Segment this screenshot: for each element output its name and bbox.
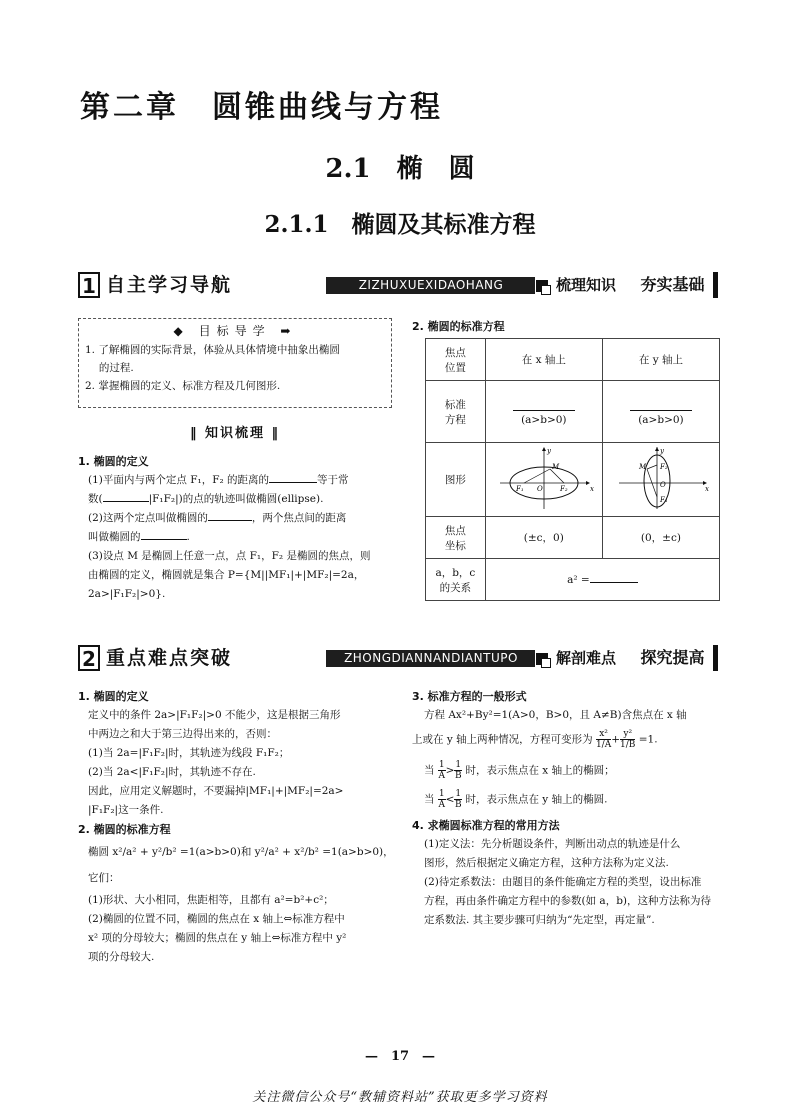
text: 时，表示焦点在 y 轴上的椭圆.: [465, 793, 608, 806]
text: (2)待定系数法：由题目的条件能确定方程的类型，设出标准: [424, 876, 702, 888]
band-tag-1: 梳理知识: [556, 276, 617, 294]
text: |F₁F₂|)的点的轨迹叫做椭圆(ellipse).: [148, 493, 324, 505]
square-outline-icon: [541, 285, 551, 295]
page-number: — 17 —: [364, 1049, 436, 1064]
text: 因此，应用定义解题时，不要漏掉|MF₁|+|MF₂|=2a>: [88, 785, 344, 797]
table-cell: 焦点 位置: [426, 339, 486, 381]
text: 当: [424, 764, 435, 777]
text-line: 当 $\frac{1}{A}$ < $\frac{1}{B}$ 时，表示焦点在 y 轴上的椭圆.: [424, 789, 608, 810]
text: 时，表示焦点在 x 轴上的椭圆；: [465, 764, 615, 777]
text: (2)这两个定点叫做椭圆的: [88, 512, 208, 524]
goal-item: 2. 掌握椭圆的定义、标准方程及几何图形.: [85, 380, 281, 392]
chapter-title: 第二章 圆锥曲线与方程: [80, 90, 443, 125]
figure-cell-y: [602, 443, 719, 517]
band-pinyin: ZIZHUXUEXIDAOHANG: [358, 278, 504, 292]
band-number: 1: [78, 272, 100, 298]
axis-label: x: [704, 485, 709, 493]
goals-list: [85, 341, 385, 395]
band-tag-2: 探究提高: [632, 645, 718, 671]
heading: 1. 椭圆的定义: [78, 690, 149, 703]
section-band-2: [78, 645, 720, 671]
fraction: $\frac{\text{x²}}{1/A}$: [595, 729, 612, 750]
band-label: 自主学习导航: [106, 274, 233, 296]
text: .: [186, 531, 190, 543]
point-label: F₁: [515, 485, 524, 493]
text: (2)椭圆的位置不同，椭圆的焦点在 x 轴上⇔标准方程中: [88, 913, 345, 925]
band-tag-1: 解剖难点: [556, 649, 617, 667]
text: ，两个焦点间的距离: [251, 512, 347, 524]
goals-title: ◆ 目标导学 ➡: [173, 324, 297, 338]
footer-note: 关注微信公众号“教辅资料站”获取更多学习资料: [252, 1090, 548, 1105]
text: 叫做椭圆的: [88, 531, 141, 543]
text: 数(: [88, 493, 103, 505]
point-label: O: [536, 485, 543, 493]
heading: 4. 求椭圆标准方程的常用方法: [412, 819, 560, 832]
text: (1)当 2a=|F₁F₂|时，其轨迹为线段 F₁F₂；: [88, 747, 290, 759]
text: 项的分母较大.: [88, 951, 155, 963]
text: (3)设点 M 是椭圆上任意一点，点 F₁，F₂ 是椭圆的焦点，则: [88, 550, 371, 562]
axis-label: y: [659, 447, 664, 455]
point-label: M: [551, 463, 559, 471]
text: 定义中的条件 2a>|F₁F₂|>0 不能少，这是根据三角形: [88, 709, 341, 721]
table-cell: 焦点 坐标: [426, 517, 486, 559]
table-cell: 在 x 轴上: [485, 339, 602, 381]
fraction: $\frac{1}{A}$: [438, 760, 445, 781]
point-label: O: [659, 481, 666, 489]
text: 上或在 y 轴上两种情况，方程可变形为: [412, 733, 593, 746]
ellipse-x-figure: [494, 445, 594, 511]
band-tag-2: 夯实基础: [632, 272, 718, 298]
text: (a>b>0): [521, 413, 567, 426]
table-cell: [485, 559, 719, 601]
fraction: $\frac{\text{y²}}{1/B}$: [620, 729, 636, 750]
table-cell: (±c，0): [485, 517, 602, 559]
fraction: $\frac{1}{A}$: [438, 789, 445, 810]
text: |F₁F₂|这一条件.: [88, 804, 164, 816]
definition-block: [78, 452, 394, 604]
table-cell: 图形: [426, 443, 486, 517]
table-cell: 在 y 轴上: [602, 339, 719, 381]
text: 中两边之和大于第三边得出来的，否则：: [88, 728, 277, 740]
table-cell: (0，±c): [602, 517, 719, 559]
band-pinyin: ZHONGDIANNANDIANTUPO: [344, 651, 518, 665]
point-label: F₂: [659, 463, 668, 471]
text: a² =: [567, 573, 590, 586]
text: (2)当 2a<|F₁F₂|时，其轨迹不存在.: [88, 766, 256, 778]
knowledge-title: ‖ 知识梳理 ‖: [190, 426, 281, 441]
text: 由椭圆的定义，椭圆就是集合 P={M||MF₁|+|MF₂|=2a，: [88, 569, 365, 581]
band-label: 重点难点突破: [106, 647, 233, 669]
key-points-right: [412, 687, 722, 930]
key-points-left: [78, 687, 396, 967]
text: 方程，再由条件确定方程中的参数(如 a，b)，这种方法称为待: [424, 895, 712, 907]
heading: 1. 椭圆的定义: [78, 455, 149, 468]
fraction: $\frac{1}{B}$: [454, 760, 462, 781]
point-label: F₁: [659, 496, 668, 504]
text: 2a>|F₁F₂|>0}.: [88, 588, 166, 600]
table-cell: a，b，c 的关系: [426, 559, 486, 601]
table-heading: 2. 椭圆的标准方程: [412, 320, 505, 333]
point-label: F₂: [559, 485, 568, 493]
text: x² 项的分母较大；椭圆的焦点在 y 轴上⇔标准方程中 y²: [88, 932, 347, 944]
text: 当: [424, 793, 435, 806]
goals-box: [78, 318, 392, 408]
square-outline-icon: [541, 658, 551, 668]
fraction: $\frac{1}{B}$: [454, 789, 462, 810]
text-line: 上或在 y 轴上两种情况，方程可变形为 $\frac{\text{x²}}{1/A}$ + $\frac{\text{y²}}{1/B}$ =1.: [412, 729, 658, 750]
table-cell: [485, 381, 602, 443]
heading: 2. 椭圆的标准方程: [78, 823, 171, 836]
text: (1)形状、大小相同，焦距相等，且都有 a²=b²+c²；: [88, 894, 334, 906]
standard-equation-table: [425, 338, 720, 601]
text: 等于常: [317, 474, 349, 486]
text: 定系数法. 其主要步骤可归纳为“先定型，再定量”.: [424, 914, 655, 926]
goal-item: 的过程.: [85, 362, 134, 374]
text: =1.: [638, 733, 658, 746]
figure-cell-x: [485, 443, 602, 517]
text: (a>b>0): [638, 413, 684, 426]
heading: 3. 标准方程的一般形式: [412, 690, 527, 703]
subsection-title: 2.1.1 椭圆及其标准方程: [264, 211, 536, 238]
table-cell: [602, 381, 719, 443]
text: 椭圆 x²/a² + y²/b² =1(a>b>0)和 y²/a² + x²/b² =1(a>b>0)，它们：: [88, 846, 394, 884]
text: (1)定义法：先分析题设条件，判断出动点的轨迹是什么: [424, 838, 681, 850]
goal-item: 1. 了解椭圆的实际背景，体验从具体情境中抽象出椭圆: [85, 344, 340, 356]
point-label: M: [638, 463, 647, 471]
band-number: 2: [78, 645, 100, 671]
axis-label: x: [589, 485, 594, 493]
ellipse-y-figure: [611, 445, 711, 511]
axis-label: y: [546, 447, 551, 455]
text: (1)平面内与两个定点 F₁，F₂ 的距离的: [88, 474, 270, 486]
section-title: 2.1 椭 圆: [325, 154, 475, 184]
table-cell: 标准 方程: [426, 381, 486, 443]
text-line: 当 $\frac{1}{A}$ > $\frac{1}{B}$ 时，表示焦点在 x 轴上的椭圆；: [424, 760, 615, 781]
text: 方程 Ax²+By²=1(A>0，B>0，且 A≠B)含焦点在 x 轴: [424, 709, 687, 721]
section-band-1: [78, 272, 720, 298]
text: 图形，然后根据定义确定方程，这种方法称为定义法.: [424, 857, 669, 869]
